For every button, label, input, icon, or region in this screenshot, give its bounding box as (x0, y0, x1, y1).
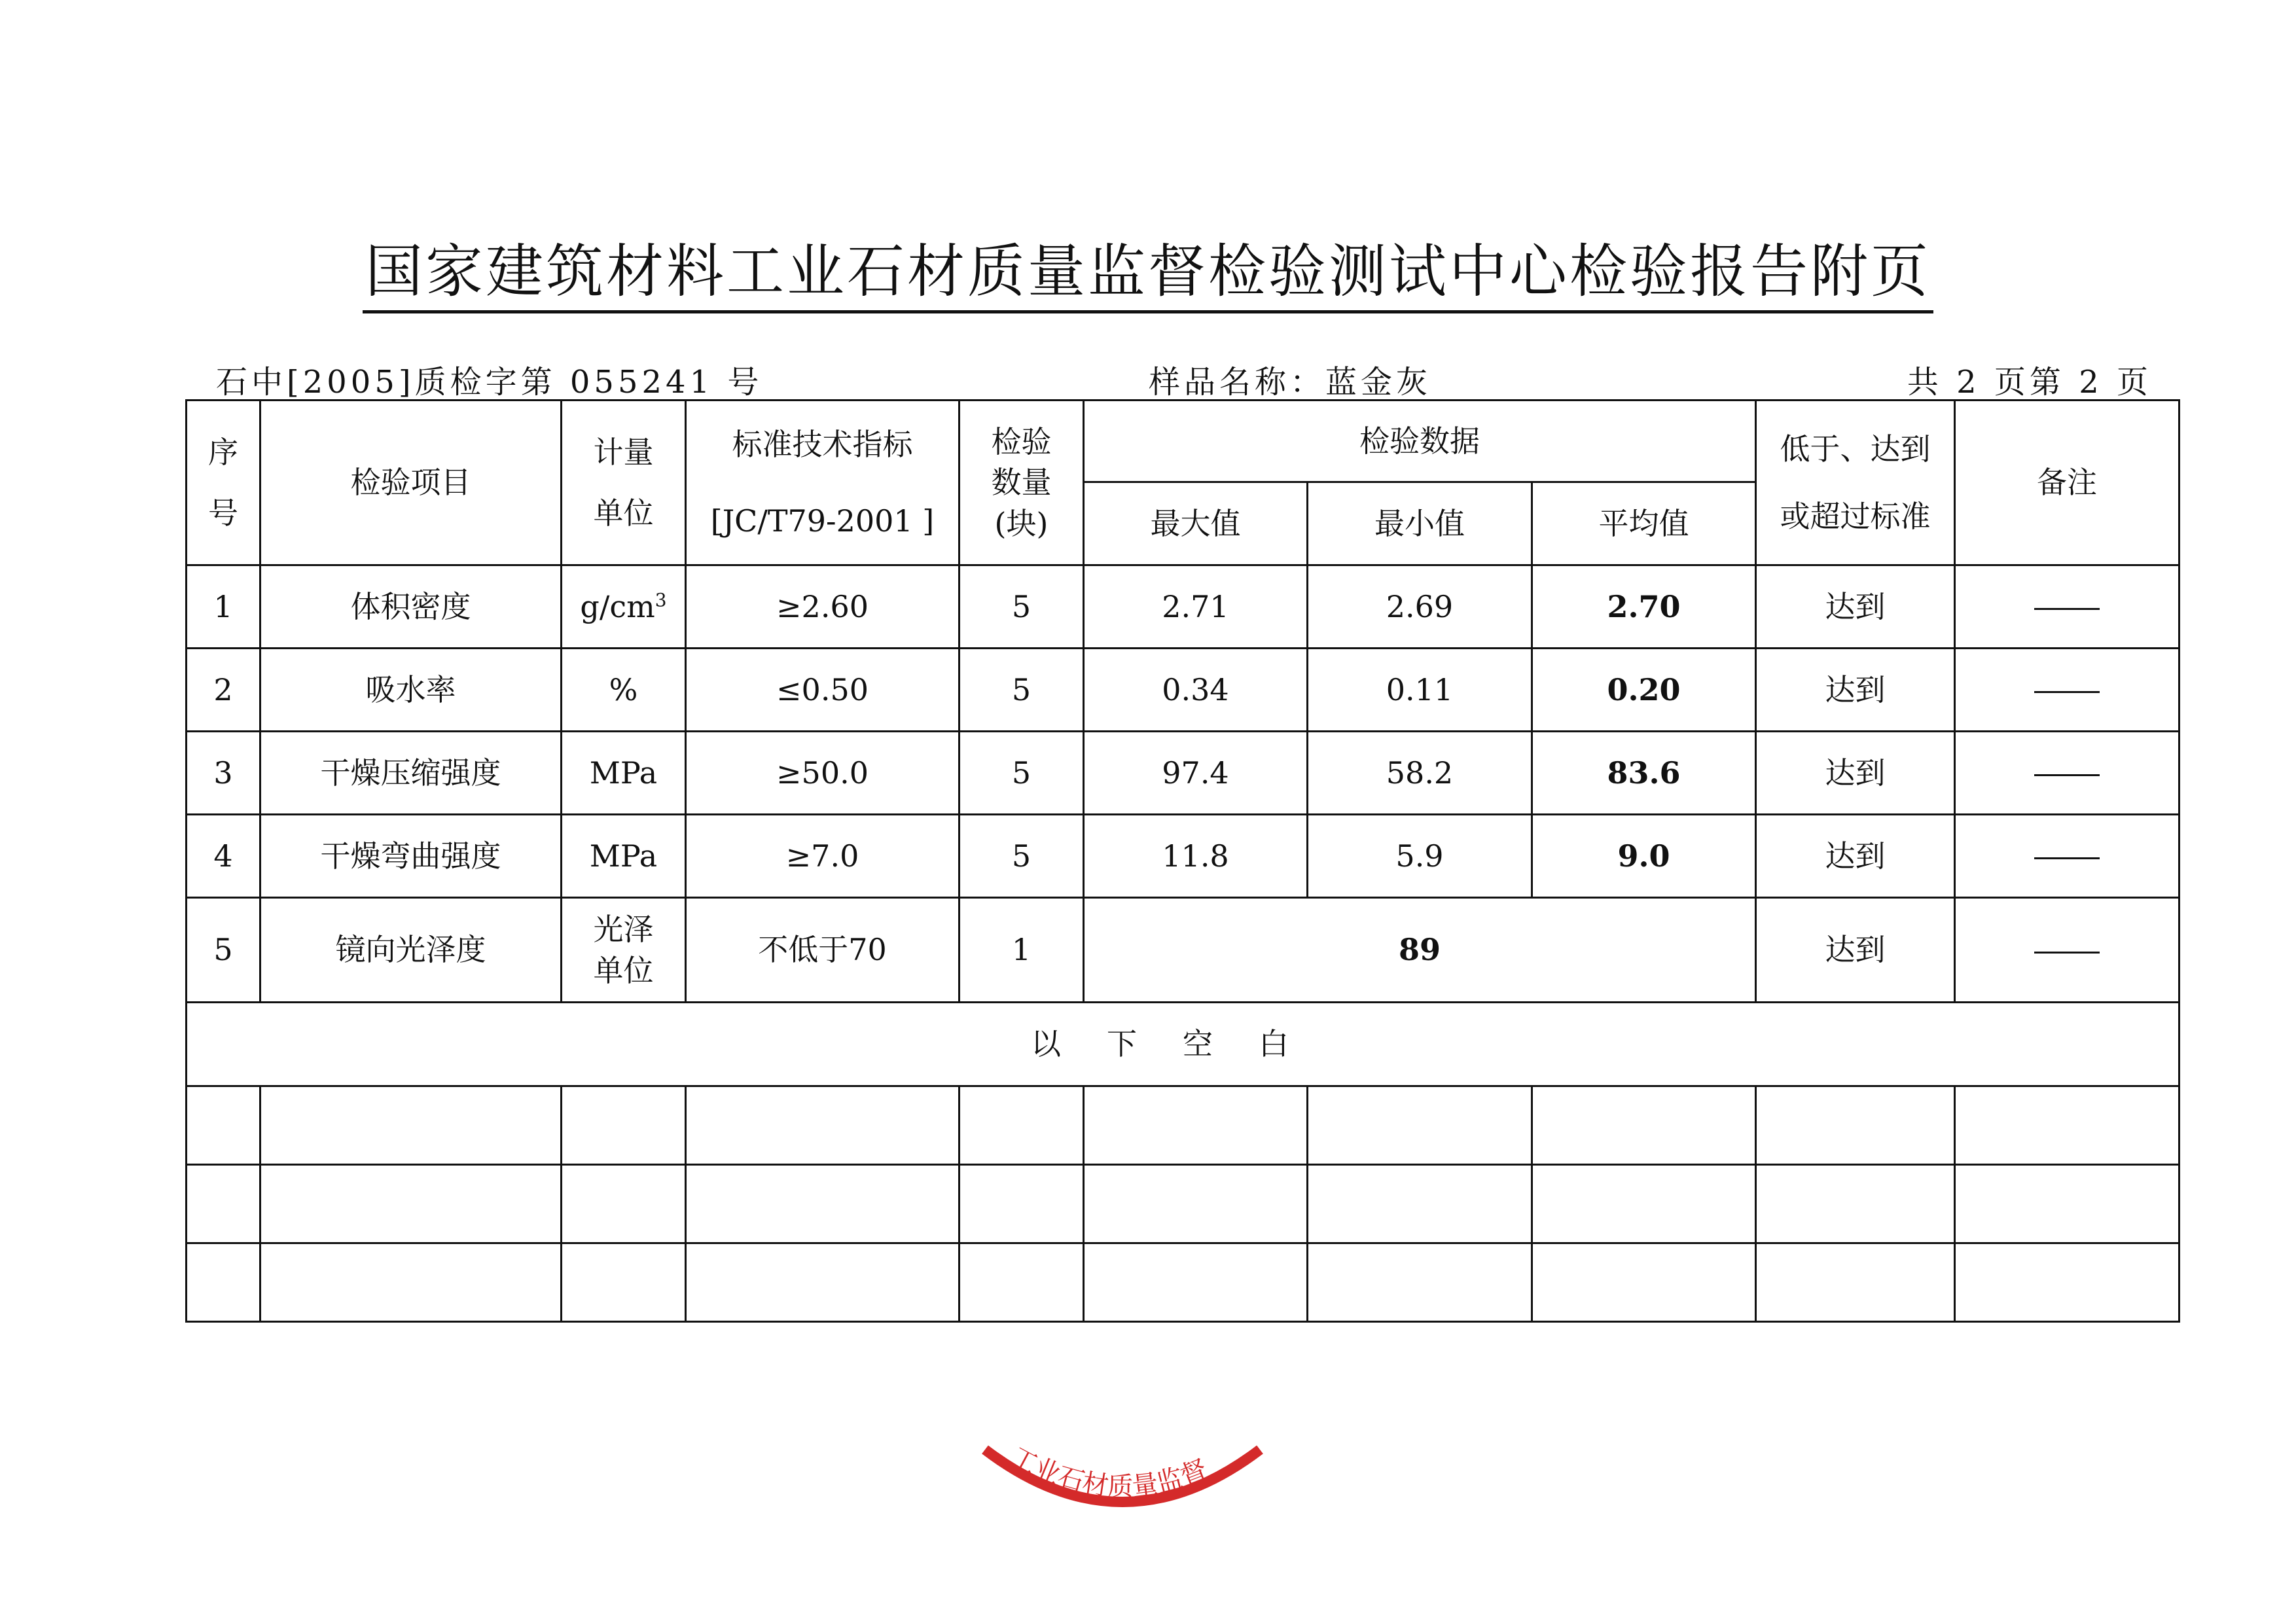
cell-standard: ≥2.60 (686, 565, 960, 649)
cell-item: 吸水率 (260, 649, 562, 732)
header-quantity: 检验 数量 (块) (960, 401, 1084, 565)
blank-note: 以下空白 (187, 1003, 2179, 1086)
header-standard: 标准技术指标 [JC/T79-2001 ] (686, 401, 960, 565)
empty-row (187, 1243, 2179, 1322)
page-count: 共 2 页第 2 页 (1907, 364, 2152, 401)
header-data: 检验数据 (1084, 401, 1756, 482)
cell-item: 镜向光泽度 (260, 898, 562, 1003)
cell-remark (1955, 898, 2179, 1003)
cell-seq: 1 (187, 565, 260, 649)
header-max: 最大值 (1084, 482, 1308, 565)
cell-unit: MPa (562, 732, 686, 815)
cell-qty: 5 (960, 815, 1084, 898)
cell-standard: ≥50.0 (686, 732, 960, 815)
cell-max: 0.34 (1084, 649, 1308, 732)
report-title: 国家建筑材料工业石材质量监督检验测试中心检验报告附页 (0, 226, 2296, 308)
header-seq: 序 号 (187, 401, 260, 565)
header-unit: 计量 单位 (562, 401, 686, 565)
empty-row (187, 1165, 2179, 1243)
table-row (187, 732, 2179, 815)
header-avg: 平均值 (1532, 482, 1756, 565)
dash-mark (2034, 774, 2100, 776)
cell-result: 达到 (1756, 732, 1955, 815)
dash-mark (2034, 952, 2100, 954)
cell-avg: 83.6 (1532, 732, 1756, 815)
table-row (187, 565, 2179, 649)
table-row (187, 649, 2179, 732)
sample-name: 样品名称：蓝金灰 (1149, 364, 1432, 401)
cell-result: 达到 (1756, 565, 1955, 649)
cell-unit: $g/cm^3$ (562, 565, 686, 649)
cell-result: 达到 (1756, 898, 1955, 1003)
empty-row (187, 1086, 2179, 1165)
cell-standard: ≥7.0 (686, 815, 960, 898)
cell-item: 体积密度 (260, 565, 562, 649)
cell-unit: % (562, 649, 686, 732)
inspection-table (185, 399, 2180, 1323)
cell-min: 58.2 (1308, 732, 1532, 815)
cell-remark (1955, 732, 2179, 815)
dash-mark (2034, 691, 2100, 693)
cell-seq: 3 (187, 732, 260, 815)
table-row (187, 898, 2179, 1003)
cell-seq: 2 (187, 649, 260, 732)
cell-result: 达到 (1756, 815, 1955, 898)
cell-avg: 0.20 (1532, 649, 1756, 732)
cell-remark (1955, 815, 2179, 898)
cell-qty: 5 (960, 565, 1084, 649)
header-remark: 备注 (1955, 401, 2179, 565)
cell-seq: 5 (187, 898, 260, 1003)
cell-item: 干燥弯曲强度 (260, 815, 562, 898)
cell-remark (1955, 649, 2179, 732)
seal-text: 工业石材质量监督 (1005, 1441, 1211, 1503)
cell-remark (1955, 565, 2179, 649)
header-item: 检验项目 (260, 401, 562, 565)
cell-unit: 光泽 单位 (562, 898, 686, 1003)
cell-avg: 9.0 (1532, 815, 1756, 898)
cell-min: 0.11 (1308, 649, 1532, 732)
red-seal (982, 1440, 1263, 1538)
cell-qty: 5 (960, 732, 1084, 815)
header-result: 低于、达到 或超过标准 (1756, 401, 1955, 565)
cell-max: 97.4 (1084, 732, 1308, 815)
report-number: 石中[2005]质检字第 055241 号 (216, 364, 763, 401)
dash-mark (2034, 857, 2100, 859)
cell-max: 2.71 (1084, 565, 1308, 649)
dash-mark (2034, 608, 2100, 610)
cell-max: 11.8 (1084, 815, 1308, 898)
cell-qty: 5 (960, 649, 1084, 732)
cell-qty: 1 (960, 898, 1084, 1003)
header-min: 最小值 (1308, 482, 1532, 565)
header-row-1 (187, 401, 2179, 482)
cell-avg: 2.70 (1532, 565, 1756, 649)
cell-value: 89 (1084, 898, 1756, 1003)
table-row (187, 815, 2179, 898)
cell-item: 干燥压缩强度 (260, 732, 562, 815)
cell-min: 5.9 (1308, 815, 1532, 898)
cell-standard: 不低于70 (686, 898, 960, 1003)
cell-unit: MPa (562, 815, 686, 898)
cell-result: 达到 (1756, 649, 1955, 732)
blank-note-row (187, 1003, 2179, 1086)
cell-standard: ≤0.50 (686, 649, 960, 732)
cell-min: 2.69 (1308, 565, 1532, 649)
cell-seq: 4 (187, 815, 260, 898)
